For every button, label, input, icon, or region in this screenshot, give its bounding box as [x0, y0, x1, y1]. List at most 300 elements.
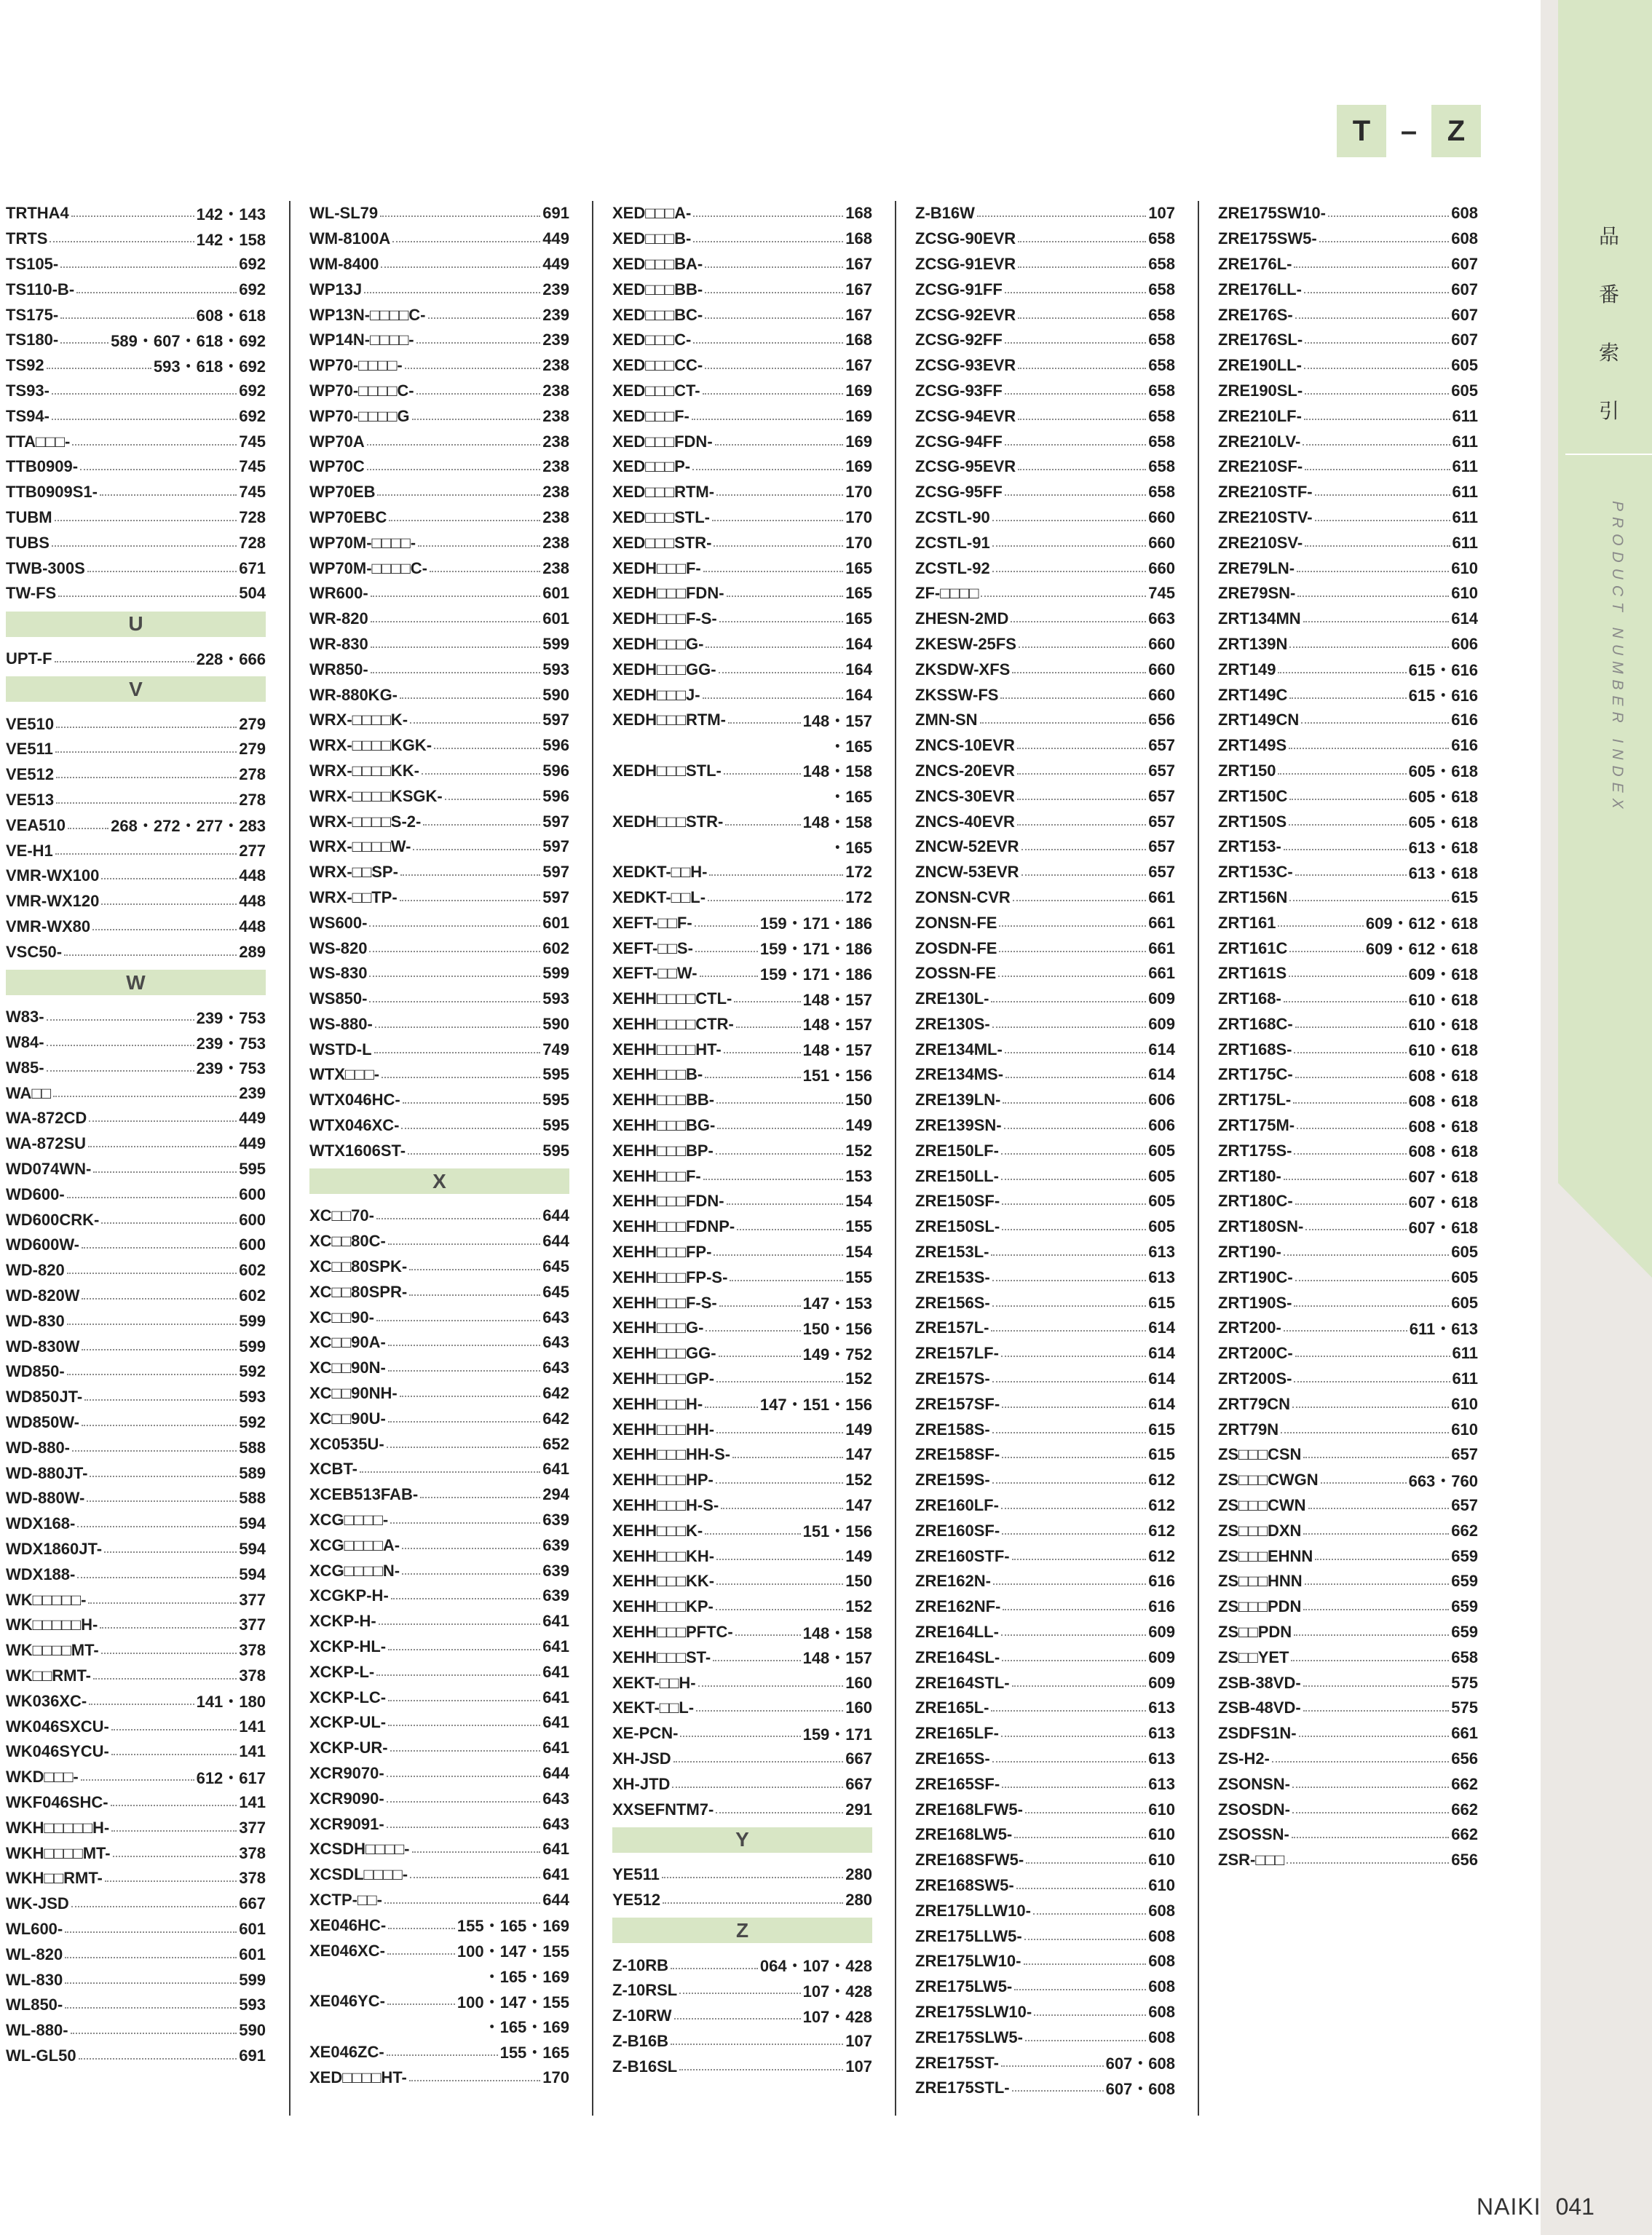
leader-dots	[705, 368, 843, 369]
index-entry	[309, 1912, 569, 1938]
leader-dots	[101, 1222, 237, 1224]
leader-dots	[369, 925, 540, 927]
index-entry	[6, 1511, 266, 1537]
leader-dots	[1012, 672, 1146, 673]
index-entry	[1218, 1620, 1478, 1645]
leader-dots	[1319, 241, 1450, 242]
page-refs: 100・147・155	[457, 1993, 569, 2012]
leader-dots	[55, 853, 237, 855]
leader-dots	[101, 878, 237, 879]
index-entry	[915, 1417, 1175, 1442]
page-refs: 611	[1452, 533, 1478, 552]
page-refs: 656	[1148, 711, 1175, 729]
index-entry	[309, 1012, 569, 1037]
product-code: ZRE165SF-	[915, 1774, 1000, 1793]
leader-dots	[81, 1779, 194, 1781]
page-refs: 607・608	[1105, 2079, 1175, 2098]
page-refs: 641	[542, 1840, 569, 1859]
product-code: TS94-	[6, 406, 50, 425]
product-code: ZRE175STL-	[915, 2078, 1010, 2097]
product-code: ZRE150SF-	[915, 1192, 1000, 1211]
page-refs: 448	[239, 866, 266, 885]
page-refs: 656	[1451, 1749, 1478, 1768]
product-code: ZRT161	[1218, 913, 1276, 932]
page-refs: 661	[1451, 1724, 1478, 1743]
page-refs: 616	[1451, 736, 1478, 755]
product-code: WA□□	[6, 1083, 52, 1102]
index-entry	[915, 733, 1175, 759]
index-entry	[915, 480, 1175, 505]
product-code: Z-B16SL	[612, 2057, 678, 2076]
product-code: WRX-□□□□W-	[309, 837, 411, 856]
product-code: ZRE139LN-	[915, 1091, 1001, 1109]
product-code: XEHH□□□K-	[612, 1521, 703, 1540]
product-code: ZRE157LF-	[915, 1344, 999, 1363]
product-code: ZCSG-93EVR	[915, 356, 1016, 375]
index-entry	[1218, 1822, 1478, 1848]
leader-dots	[981, 596, 1146, 597]
leader-dots	[101, 903, 237, 905]
leader-dots	[998, 976, 1146, 977]
page-refs: 658	[1148, 381, 1175, 400]
leader-dots	[992, 520, 1147, 521]
page-refs: 155・165・169	[457, 1917, 569, 1936]
leader-dots	[390, 1750, 541, 1752]
index-entry	[309, 935, 569, 961]
leader-dots	[992, 1761, 1147, 1763]
leader-dots	[1297, 571, 1449, 572]
page-refs: 169	[845, 381, 872, 400]
product-code: ZSONSN-	[1218, 1774, 1290, 1793]
leader-dots	[732, 1457, 843, 1458]
page-refs: 613	[1148, 1749, 1175, 1768]
page-refs: 597	[542, 837, 569, 856]
index-entry	[309, 1938, 569, 1963]
product-code: ZS□□YET	[1218, 1647, 1289, 1666]
index-entry	[915, 1442, 1175, 1468]
index-entry	[1218, 1442, 1478, 1468]
page-refs: 610	[1451, 584, 1478, 603]
product-code: ZCSTL-91	[915, 533, 990, 552]
index-entry	[6, 646, 266, 672]
product-code: ZRT168-	[1218, 989, 1281, 1008]
index-entry	[309, 1989, 569, 2014]
product-code: XEDH□□□G-	[612, 634, 704, 653]
page-refs: 667	[845, 1774, 872, 1793]
product-code: XEDH□□□GG-	[612, 660, 716, 679]
leader-dots	[65, 1982, 237, 1984]
page-refs: 152	[845, 1471, 872, 1490]
leader-dots	[111, 1754, 237, 1755]
page-refs: 660	[1148, 558, 1175, 577]
product-code: ZRT180C-	[1218, 1192, 1293, 1211]
leader-dots	[1005, 494, 1146, 496]
title-char: 索	[1599, 341, 1620, 365]
page-refs: 608	[1451, 229, 1478, 248]
leader-dots	[1025, 1812, 1146, 1813]
index-entry	[309, 860, 569, 885]
leader-dots	[1291, 1660, 1449, 1661]
page-refs: 661	[1148, 964, 1175, 983]
index-entry	[309, 733, 569, 759]
page-refs: 611	[1452, 457, 1478, 476]
leader-dots	[713, 1660, 800, 1661]
leader-dots	[1002, 1787, 1146, 1788]
leader-dots	[401, 1128, 540, 1129]
index-entry	[1218, 1240, 1478, 1265]
index-entry	[915, 1391, 1175, 1417]
page-refs: 142・158	[196, 230, 266, 249]
page-refs: 449	[542, 229, 569, 248]
page-refs: 612・617	[196, 1768, 266, 1787]
leader-dots	[79, 2058, 237, 2060]
product-code: XEHH□□□H-	[612, 1394, 703, 1413]
page-refs: 377	[239, 1818, 266, 1837]
index-entry	[915, 429, 1175, 454]
index-entry	[915, 1214, 1175, 1240]
index-entry	[612, 353, 872, 379]
index-entry	[6, 302, 266, 328]
leader-dots	[736, 1026, 801, 1028]
leader-dots	[1017, 799, 1146, 800]
leader-dots	[56, 777, 237, 778]
product-code: XC□□70-	[309, 1206, 374, 1225]
product-code: ZRE150LF-	[915, 1141, 999, 1160]
product-code: XEHH□□□FDNP-	[612, 1217, 735, 1236]
index-entry	[1218, 682, 1478, 708]
page-refs: 610	[1148, 1825, 1175, 1844]
page-refs: 597	[542, 887, 569, 906]
index-column-3	[612, 201, 872, 2079]
page-refs: 660	[1148, 660, 1175, 679]
index-entry	[1218, 910, 1478, 935]
index-entry	[6, 1385, 266, 1410]
product-code: ZRE175LW5-	[915, 1977, 1013, 1996]
product-code: ZKESW-25FS	[915, 634, 1016, 653]
leader-dots	[423, 824, 540, 826]
leader-dots	[52, 419, 237, 420]
leader-dots	[400, 1396, 541, 1397]
page-refs: 378	[239, 1869, 266, 1888]
product-code: Z-10RSL	[612, 1981, 678, 2000]
index-entry	[612, 302, 872, 328]
leader-dots	[725, 824, 800, 826]
product-code: XED□□□F-	[612, 406, 689, 425]
product-code: ZCSTL-90	[915, 507, 990, 526]
product-code: TUBS	[6, 533, 50, 552]
product-code: ZRE168LW5-	[915, 1825, 1013, 1844]
index-entry	[612, 1978, 872, 2003]
leader-dots	[1278, 773, 1406, 775]
leader-dots	[55, 520, 237, 521]
index-entry	[612, 403, 872, 429]
product-code: XEHH□□□GG-	[612, 1344, 716, 1363]
leader-dots	[693, 215, 843, 217]
leader-dots	[76, 292, 237, 293]
leader-dots	[47, 1070, 194, 1072]
index-entry	[309, 986, 569, 1012]
page-refs: 607	[1451, 254, 1478, 273]
index-entry	[915, 606, 1175, 632]
index-entry	[915, 1822, 1175, 1848]
leader-dots	[977, 215, 1146, 217]
index-entry	[6, 1714, 266, 1739]
index-entry	[915, 1923, 1175, 1949]
index-entry	[915, 860, 1175, 885]
page-refs: 150	[845, 1572, 872, 1591]
leader-dots	[706, 1330, 800, 1332]
product-code: WP70-□□□□G	[309, 406, 410, 425]
product-code: XED□□□RTM-	[612, 483, 715, 502]
leader-dots	[730, 1280, 843, 1281]
leader-dots	[1297, 596, 1449, 597]
product-code: ZRT149S	[1218, 736, 1287, 755]
product-code: WTX□□□-	[309, 1065, 380, 1084]
index-entry	[915, 2000, 1175, 2025]
index-entry	[1218, 759, 1478, 784]
leader-dots	[1017, 748, 1146, 749]
index-entry	[309, 555, 569, 581]
page-refs: 615	[1451, 887, 1478, 906]
leader-dots	[1284, 849, 1407, 850]
page-refs: 615	[1148, 1445, 1175, 1464]
index-entry	[915, 201, 1175, 226]
product-code: ZRE153L-	[915, 1243, 989, 1262]
page-refs: 596	[542, 786, 569, 805]
page-refs: 663・760	[1408, 1471, 1478, 1490]
index-entry	[6, 1562, 266, 1587]
index-entry	[6, 1688, 266, 1714]
leader-dots	[714, 1254, 843, 1256]
index-entry	[915, 2025, 1175, 2050]
leader-dots	[1294, 1381, 1450, 1382]
product-code: ZRE168LFW5-	[915, 1800, 1023, 1819]
page-refs-continued: ・165	[829, 737, 872, 756]
page-refs: 238	[542, 558, 569, 577]
index-entry	[6, 555, 266, 581]
leader-dots	[1295, 1203, 1407, 1205]
index-entry	[6, 711, 266, 737]
index-entry	[612, 2054, 872, 2079]
leader-dots	[1303, 1457, 1449, 1458]
product-code: XEKT-□□H-	[612, 1673, 696, 1692]
index-entry	[1218, 1138, 1478, 1163]
product-code: WR850-	[309, 660, 368, 679]
product-code: ZKSSW-FS	[915, 685, 999, 704]
index-entry	[6, 1460, 266, 1486]
index-entry	[1218, 606, 1478, 632]
leader-dots	[364, 292, 540, 293]
page-refs: 594	[239, 1514, 266, 1533]
index-entry	[915, 353, 1175, 379]
page-refs: 147	[845, 1445, 872, 1464]
leader-dots	[1011, 621, 1146, 622]
product-code: ZRT200S-	[1218, 1369, 1292, 1388]
page-refs: 608・618	[196, 306, 266, 325]
leader-dots	[719, 621, 844, 622]
page-refs: 155・165	[499, 2044, 569, 2062]
leader-dots	[991, 1254, 1146, 1256]
product-code: XEDH□□□F-S-	[612, 609, 717, 628]
index-entry	[6, 788, 266, 813]
product-code: TS92	[6, 356, 44, 375]
page-refs: 605	[1148, 1166, 1175, 1185]
index-entry	[6, 1005, 266, 1030]
page-refs: 658	[1148, 229, 1175, 248]
index-entry	[1218, 1594, 1478, 1620]
product-code: VMR-WX80	[6, 917, 91, 935]
index-entry	[1218, 1645, 1478, 1670]
page-refs: 449	[239, 1134, 266, 1153]
page-refs: 150	[845, 1091, 872, 1109]
index-entry	[915, 1189, 1175, 1214]
page-refs: 641	[542, 1460, 569, 1479]
index-entry	[612, 1214, 872, 1240]
page-refs: 599	[239, 1337, 266, 1356]
product-code: WD-830	[6, 1311, 65, 1330]
product-code: XE-PCN-	[612, 1724, 679, 1743]
page-refs: 294	[542, 1485, 569, 1504]
leader-dots	[390, 1522, 540, 1524]
index-entry	[915, 505, 1175, 531]
index-entry	[612, 480, 872, 505]
leader-dots	[692, 419, 843, 420]
index-entry	[6, 1739, 266, 1765]
index-entry	[915, 1594, 1175, 1620]
index-entry	[6, 1664, 266, 1689]
page-refs: 612	[1148, 1546, 1175, 1565]
leader-dots	[105, 1880, 237, 1882]
page-refs: 610	[1451, 558, 1478, 577]
index-entry	[309, 783, 569, 809]
index-entry	[612, 1138, 872, 1163]
page-refs: 154	[845, 1192, 872, 1211]
leader-dots	[1012, 2090, 1104, 2092]
leader-dots	[416, 393, 541, 395]
index-entry	[1218, 1747, 1478, 1772]
index-entry	[1218, 1543, 1478, 1569]
leader-dots	[1289, 951, 1364, 952]
leader-dots	[58, 596, 237, 597]
index-entry	[1218, 252, 1478, 277]
page-refs: 658	[1148, 432, 1175, 451]
index-entry	[1218, 783, 1478, 809]
leader-dots	[101, 1653, 237, 1654]
leader-dots	[991, 1001, 1146, 1002]
page-refs: 239・753	[196, 1008, 266, 1027]
page-refs: 448	[239, 917, 266, 935]
product-code: ZRE176S-	[1218, 305, 1293, 324]
index-column-4	[915, 201, 1175, 2101]
leader-dots	[93, 1678, 237, 1680]
product-code: XEFT-□□W-	[612, 964, 697, 983]
index-entry	[6, 737, 266, 762]
page-refs: 660	[1148, 533, 1175, 552]
leader-dots	[1278, 672, 1406, 673]
product-code: ZCSG-95EVR	[915, 457, 1016, 476]
leader-dots	[100, 1627, 237, 1629]
page-refs: 692	[239, 254, 266, 273]
index-entry	[1218, 530, 1478, 555]
index-entry	[309, 302, 569, 328]
leader-dots	[93, 1171, 237, 1173]
index-entry	[1218, 1012, 1478, 1037]
product-code: WP14N-□□□□-	[309, 331, 414, 349]
leader-dots	[67, 1197, 237, 1198]
index-entry	[1218, 379, 1478, 404]
page-refs: 692	[239, 280, 266, 298]
page-refs: 608	[1148, 1901, 1175, 1920]
product-code: ZRT168S-	[1218, 1040, 1292, 1059]
index-entry	[1218, 1518, 1478, 1543]
product-code: XED□□□CC-	[612, 356, 703, 375]
page-refs: 164	[845, 685, 872, 704]
page-refs: 614	[1148, 1065, 1175, 1084]
index-entry	[915, 1771, 1175, 1797]
index-entry	[6, 429, 266, 454]
index-entry	[612, 555, 872, 581]
page-refs: 659	[1451, 1546, 1478, 1565]
product-code: XED□□□P-	[612, 457, 691, 476]
page-refs: 607・618	[1408, 1168, 1478, 1187]
product-code: XC□□90-	[309, 1308, 374, 1326]
leader-dots	[65, 1931, 237, 1933]
index-entry	[1218, 733, 1478, 759]
leader-dots	[1001, 1356, 1146, 1357]
index-entry	[6, 1207, 266, 1233]
index-entry	[612, 1341, 872, 1366]
index-entry	[1218, 1797, 1478, 1822]
index-entry	[612, 328, 872, 353]
index-entry	[6, 201, 266, 226]
index-entry	[915, 1113, 1175, 1139]
leader-dots	[80, 469, 237, 470]
leader-dots	[1284, 1001, 1407, 1002]
index-entry	[915, 530, 1175, 555]
page-refs: 159・171	[802, 1725, 872, 1744]
index-entry	[309, 961, 569, 986]
page-refs: 594	[239, 1540, 266, 1559]
index-entry	[309, 1888, 569, 1913]
product-code: ZRE176LL-	[1218, 280, 1302, 298]
product-code: ZS□□□PDN	[1218, 1597, 1302, 1616]
leader-dots	[724, 1052, 801, 1053]
index-entry	[612, 1442, 872, 1468]
product-code: XCKP-UR-	[309, 1738, 388, 1757]
leader-dots	[1005, 292, 1146, 293]
product-code: WR-820	[309, 609, 368, 628]
page-refs: 165	[845, 584, 872, 603]
page-refs: 142・143	[196, 205, 266, 224]
leader-dots	[387, 1776, 541, 1777]
index-entry	[612, 530, 872, 555]
page-refs: 608・618	[1408, 1117, 1478, 1136]
page-refs: 613・618	[1408, 863, 1478, 882]
product-code: XCKP-HL-	[309, 1637, 387, 1656]
leader-dots	[706, 646, 843, 648]
page-refs: 692	[239, 406, 266, 425]
page-refs: 150・156	[802, 1319, 872, 1338]
index-entry	[6, 1891, 266, 1917]
product-code: ZOSSN-FE	[915, 964, 997, 983]
index-entry	[915, 581, 1175, 606]
page-refs: 152	[845, 1141, 872, 1160]
leader-dots	[387, 1953, 455, 1955]
page-refs: 610・618	[1408, 1041, 1478, 1060]
product-code: ZS□□□EHNN	[1218, 1546, 1313, 1565]
index-entry	[915, 1240, 1175, 1265]
index-entry	[6, 1334, 266, 1359]
